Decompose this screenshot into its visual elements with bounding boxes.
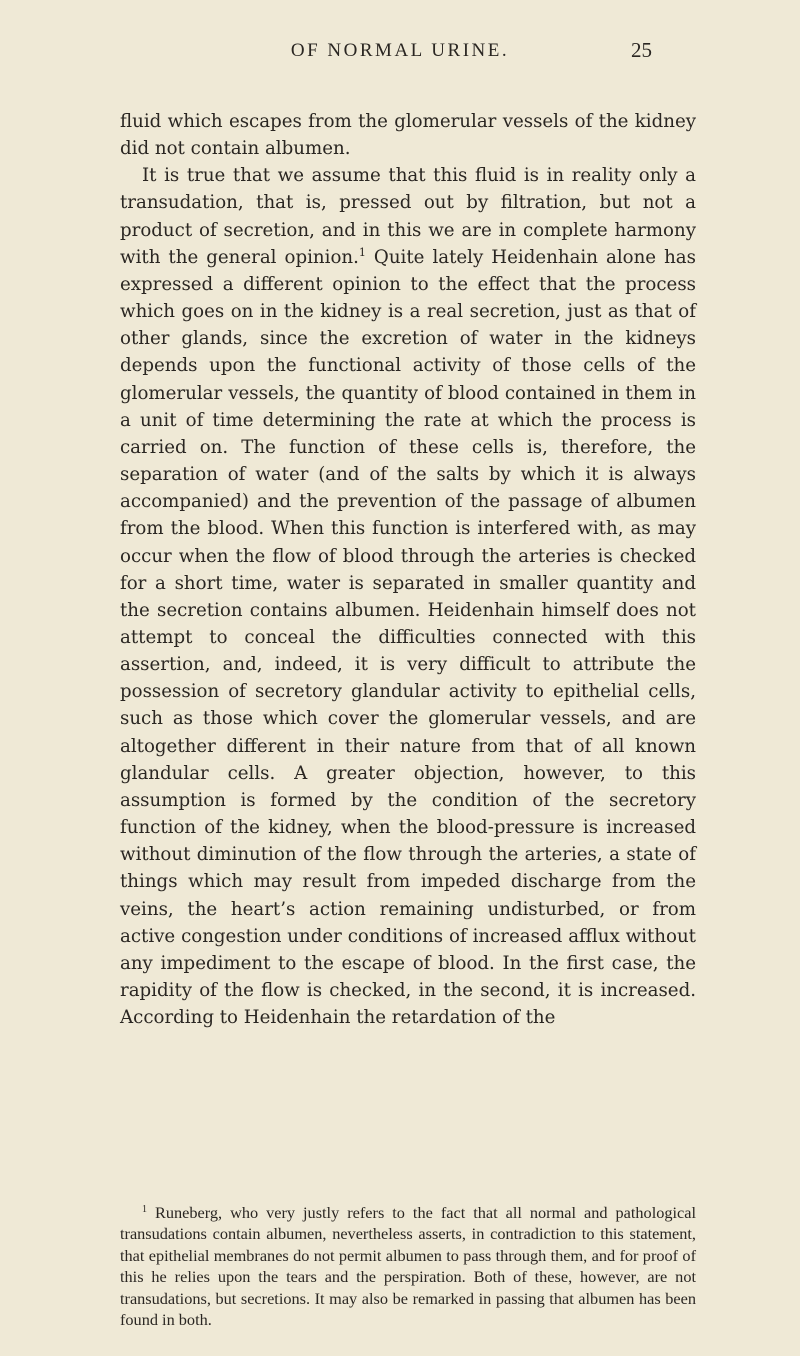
body-text: [120, 108, 696, 1031]
footnote-mark: 1: [142, 1204, 147, 1215]
running-header: [0, 38, 800, 68]
paragraph: [120, 162, 696, 1031]
footnotes: [120, 1202, 696, 1330]
paragraph-text: It is true that we assume that this fluid is in reality only a transudation, that is, pressed out by filtration, but not a product of secretion, and in this we are in complete harmony with the general opinion.: [120, 165, 696, 268]
paragraph-text: Quite lately Heidenhain alone has expressed a different opinion to the effect that the process which goes on in the kidney is a real secretion, just as that of other glands, since the excretion of water in the kidneys depends upon the functional activity of those cells of the glomerular vessels, the quantity of blood contained in them in a unit of time determining the rate at which the process is carried on. The function of these cells is, therefore, the separation of water (and of the salts by which it is always accompanied) and the prevention of the passage of albumen from the blood. When this function is interfered with, as may occur when the flow of blood through the arteries is checked for a short time, water is separated in smaller quantity and the secretion contains albumen. Heidenhain himself does not attempt to conceal the difficulties connected with this assertion, and, indeed, it is very difficult to attribute the possession of secretory glandular activity to epithelial cells, such as those which cover the glomerular vessels, and are altogether different in their nature from that of all known glandular cells. A greater objection, however, to this assumption is formed by the condition of the secretory function of the kidney, when the blood-pressure is increased without diminution of the flow through the arteries, a state of things which may result from impeded discharge from the veins, the heart’s action remaining undisturbed, or from active congestion under conditions of increased afflux without any impediment to the escape of blood. In the first case, the rapidity of the flow is checked, in the second, it is increased. According to Heidenhain the retardation of the: [120, 246, 696, 1029]
running-title: OF NORMAL URINE.: [290, 40, 510, 61]
paragraph-text: fluid which escapes from the glomerular vessels of the kidney did not contain albumen.: [120, 111, 696, 160]
footnote-text: Runeberg, who very justly refers to the fact that all normal and pathological transudations contain albumen, nevertheless asserts, in contradiction to this statement, that epithelial membranes do not permit albumen to pass through them, and for proof of this he relies upon the tears and the perspiration. Both of these, however, are not transudations, but secretions. It may also be remarked in passing that albumen has been found in both.: [120, 1203, 696, 1330]
footnote: [120, 1202, 696, 1330]
page-number: 25: [631, 38, 652, 62]
footnote-reference: 1: [358, 245, 366, 259]
paragraph-continuation: [120, 108, 696, 162]
